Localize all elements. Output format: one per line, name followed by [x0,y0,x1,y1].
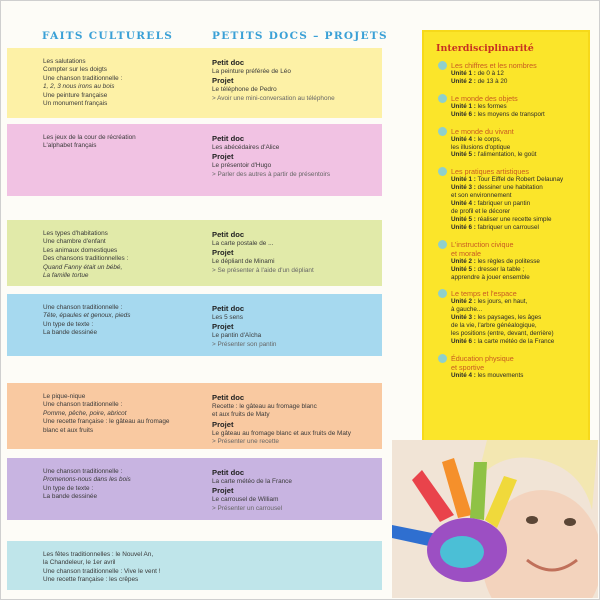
bullet-icon [438,240,447,249]
panel-section [438,167,588,231]
project-goal-line: > Parler des autres à partir de présentoirs [212,170,331,178]
unit-topic: le corps, [475,135,502,143]
cultural-fact-line: Le pique-nique [43,393,86,400]
unit-band-4 [7,294,382,356]
cultural-fact-line: L'alphabet français [43,142,97,150]
unit-topic: à gauche... [451,306,483,314]
panel-section-heading [438,61,588,70]
unit-topic: les moyens de transport [475,110,545,118]
cultural-fact-line: Les types d'habitations [43,230,108,237]
petits-docs-projets-cell [212,134,380,179]
section-label: Petit doc [212,230,245,239]
unit-label: Unité 4 : [451,135,476,143]
unit-topic: apprendre à jouer ensemble [451,273,530,281]
unit-label: Unité 2 : [451,77,476,85]
panel-item [438,322,588,330]
panel-item [438,111,588,119]
doc-line: La carte météo de la France [212,478,292,485]
cultural-fact-line: Un type de texte : [43,484,94,492]
section-label: Petit doc [212,304,245,313]
unit-topic: la carte météo de la France [475,337,555,345]
panel-item [438,103,588,111]
cultural-fact-line: La bande dessinée [43,493,98,501]
panel-section [438,94,588,119]
project-goal-line: > Se présenter à l'aide d'un dépliant [212,266,314,274]
panel-item [438,372,588,380]
panel-item [438,258,588,266]
unit-label: Unité 4 : [451,200,476,208]
faits-culturels-cell [43,468,203,502]
unit-topic: de profil et le décorer [451,207,511,215]
unit-label: Unité 5 : [451,265,476,273]
unit-band-5 [7,383,382,449]
faits-culturels-cell [43,58,203,108]
panel-item [438,314,588,322]
project-goal-line: > Avoir une mini-conversation au téléphone [212,94,335,102]
panel-heading-line: Les pratiques artistiques [451,167,529,177]
unit-label: Unité 5 : [451,215,476,223]
cultural-fact-line: Une chambre d'enfant [43,238,106,246]
petits-docs-projets-cell [212,58,380,103]
panel-heading-line: L'instruction civique [451,239,514,249]
panel-sections [438,61,588,388]
section-label: Projet [212,322,234,332]
unit-label: Unité 1 : [451,70,476,77]
header-petits-docs-projets: PETITS DOCS – PROJETS [212,30,388,42]
unit-topic: et son environnement [451,192,512,200]
panel-section-heading [438,127,588,136]
unit-label: Unité 1 : [451,102,476,110]
unit-label: Unité 6 : [451,223,476,231]
unit-topic: les positions (entre, devant, derrière) [451,330,554,338]
unit-topic: les formes [475,102,507,110]
cultural-fact-line: Une peinture française [43,91,108,99]
unit-topic: les règles de politesse [475,257,540,265]
panel-heading-line: Le temps et l'espace [451,289,517,299]
section-label: Projet [212,152,234,162]
cultural-fact-line: Une chanson traditionnelle : Vive le vent ! [43,567,161,575]
panel-title: Interdisciplinarité [436,43,534,54]
panel-section [438,127,588,160]
cultural-fact-line: Les jeux de la cour de récréation [43,134,136,141]
cultural-fact-line: blanc et aux fruits [43,426,94,434]
cultural-fact-line: Une recette française : les crêpes [43,576,139,584]
panel-section-heading [438,240,588,258]
panel-heading-line: Le monde des objets [451,93,518,103]
section-label: Projet [212,76,234,86]
unit-band-6 [7,458,382,520]
doc-line: Recette : le gâteau au fromage blanc [212,403,317,410]
panel-heading-line: Éducation physique [451,353,514,363]
petits-docs-projets-cell [212,230,380,275]
bullet-icon [438,167,447,176]
doc-line: Le gâteau au fromage blanc et aux fruits de Maty [212,429,351,437]
petits-docs-projets-cell [212,393,380,447]
cultural-fact-line: Les fêtes traditionnelles : le Nouvel An, [43,551,154,558]
child-hand-photo [392,440,598,598]
cultural-fact-line: Une chanson traditionnelle : [43,74,123,82]
cultural-fact-line: Un monument français [43,100,108,108]
doc-line: Le téléphone de Pedro [212,86,277,94]
panel-section-heading [438,289,588,298]
doc-line: Les abécédaires d'Alice [212,144,280,151]
panel-heading-text [451,127,514,136]
unit-label: Unité 1 : [451,176,476,184]
panel-heading-text [451,240,514,258]
panel-item [438,266,588,274]
project-goal-line: > Présenter un carrousel [212,504,283,512]
section-label: Petit doc [212,468,245,477]
section-label: Petit doc [212,58,245,67]
panel-item [438,151,588,159]
cultural-fact-line: Une chanson traditionnelle : [43,468,123,475]
petits-docs-projets-cell [212,304,380,349]
panel-item [438,298,588,306]
doc-line: La carte postale de ... [212,240,274,247]
cultural-fact-line: la Chandeleur, le 1er avril [43,559,116,567]
unit-band-7 [7,541,382,590]
unit-band-1 [7,48,382,118]
doc-line: Les 5 sens [212,314,243,321]
panel-item [438,70,588,78]
unit-topic: les mouvements [475,371,524,379]
panel-item [438,136,588,144]
panel-section-heading [438,167,588,176]
cultural-fact-line: Pomme, pêche, poire, abricot [43,409,127,417]
unit-topic: les jours, en haut, [475,298,528,306]
section-label: Petit doc [212,134,245,143]
cultural-fact-line: La famille tortue [43,272,89,280]
faits-culturels-cell [43,134,203,151]
header-faits-culturels: FAITS CULTURELS [42,30,174,42]
panel-item [438,176,588,184]
painted-hand-illustration [392,440,598,598]
panel-item [438,200,588,208]
unit-label: Unité 6 : [451,337,476,345]
panel-item [438,330,588,338]
unit-label: Unité 6 : [451,110,476,118]
section-label: Projet [212,486,234,496]
cultural-fact-line: Une chanson traditionnelle : [43,304,123,311]
panel-section-heading [438,354,588,372]
bullet-icon [438,289,447,298]
panel-item [438,224,588,232]
unit-label: Unité 4 : [451,371,476,379]
unit-label: Unité 5 : [451,151,476,159]
doc-line: Le présentoir d'Hugo [212,162,272,170]
panel-heading-text [451,167,529,176]
cultural-fact-line: Tête, épaules et genoux, pieds [43,312,131,320]
unit-topic: fabriquer un carrousel [475,223,539,231]
cultural-fact-line: Les animaux domestiques [43,246,118,254]
unit-band-3 [7,220,382,286]
cultural-fact-line: Les salutations [43,58,86,65]
panel-item [438,192,588,200]
unit-label: Unité 3 : [451,184,476,192]
bullet-icon [438,94,447,103]
unit-topic: réaliser une recette simple [475,215,552,223]
unit-topic: l'alimentation, le goût [475,151,537,159]
bullet-icon [438,127,447,136]
panel-heading-text [451,354,514,372]
panel-item [438,184,588,192]
panel-heading-line: et morale [451,248,481,258]
section-label: Projet [212,419,234,429]
doc-line: La peinture préférée de Léo [212,68,291,75]
panel-section [438,240,588,282]
unit-label: Unité 2 : [451,257,476,265]
project-goal-line: > Présenter son pantin [212,340,277,348]
unit-topic: fabriquer un pantin [475,200,531,208]
unit-topic: dresser la table ; [475,265,525,273]
panel-heading-text [451,289,517,298]
cultural-fact-line: La bande dessinée [43,329,98,337]
cultural-fact-line: Une chanson traditionnelle : [43,401,123,409]
panel-section [438,354,588,380]
panel-section-heading [438,94,588,103]
unit-band-2 [7,124,382,196]
section-label: Petit doc [212,393,245,402]
panel-item [438,144,588,152]
unit-label: Unité 2 : [451,298,476,306]
bullet-icon [438,61,447,70]
unit-topic: Tour Eiffel de Robert Delaunay [475,176,564,184]
panel-heading-text [451,94,518,103]
panel-item [438,274,588,282]
panel-item [438,338,588,346]
unit-topic: dessiner une habitation [475,184,543,192]
panel-heading-line: Les chiffres et les nombres [451,61,537,70]
faits-culturels-cell [43,230,203,280]
panel-section [438,289,588,345]
unit-topic: les illusions d'optique [451,143,511,151]
doc-line: et aux fruits de Maty [212,411,270,419]
cultural-fact-line: Quand Fanny était un bébé, [43,263,123,271]
faits-culturels-cell [43,551,203,585]
panel-section [438,61,588,86]
panel-item [438,78,588,86]
cultural-fact-line: Une recette française : le gâteau au fromage [43,418,170,426]
cultural-fact-line: Compter sur les doigts [43,66,107,74]
panel-item [438,216,588,224]
doc-line: Le carrousel de William [212,496,279,504]
unit-topic: de 0 à 12 [475,70,504,77]
section-label: Projet [212,248,234,258]
cultural-fact-line: Des chansons traditionnelles : [43,255,129,263]
doc-line: Le dépliant de Minami [212,258,275,266]
cultural-fact-line: Un type de texte : [43,320,94,328]
panel-item [438,208,588,216]
cultural-fact-line: Promenons-nous dans les bois [43,476,131,484]
bullet-icon [438,354,447,363]
faits-culturels-cell [43,393,203,435]
panel-heading-text [451,61,537,70]
panel-item [438,306,588,314]
panel-heading-line: Le monde du vivant [451,126,514,136]
unit-topic: de la vie, l'arbre généalogique, [451,322,537,330]
cultural-fact-line: 1, 2, 3 nous irons au bois [43,83,115,91]
unit-topic: de 13 à 20 [475,77,508,85]
doc-line: Le pantin d'Aïcha [212,332,262,340]
project-goal-line: > Présenter une recette [212,438,279,446]
petits-docs-projets-cell [212,468,380,513]
unit-label: Unité 3 : [451,314,476,322]
unit-topic: les paysages, les âges [475,314,542,322]
faits-culturels-cell [43,304,203,338]
panel-heading-line: et sportive [451,362,485,372]
